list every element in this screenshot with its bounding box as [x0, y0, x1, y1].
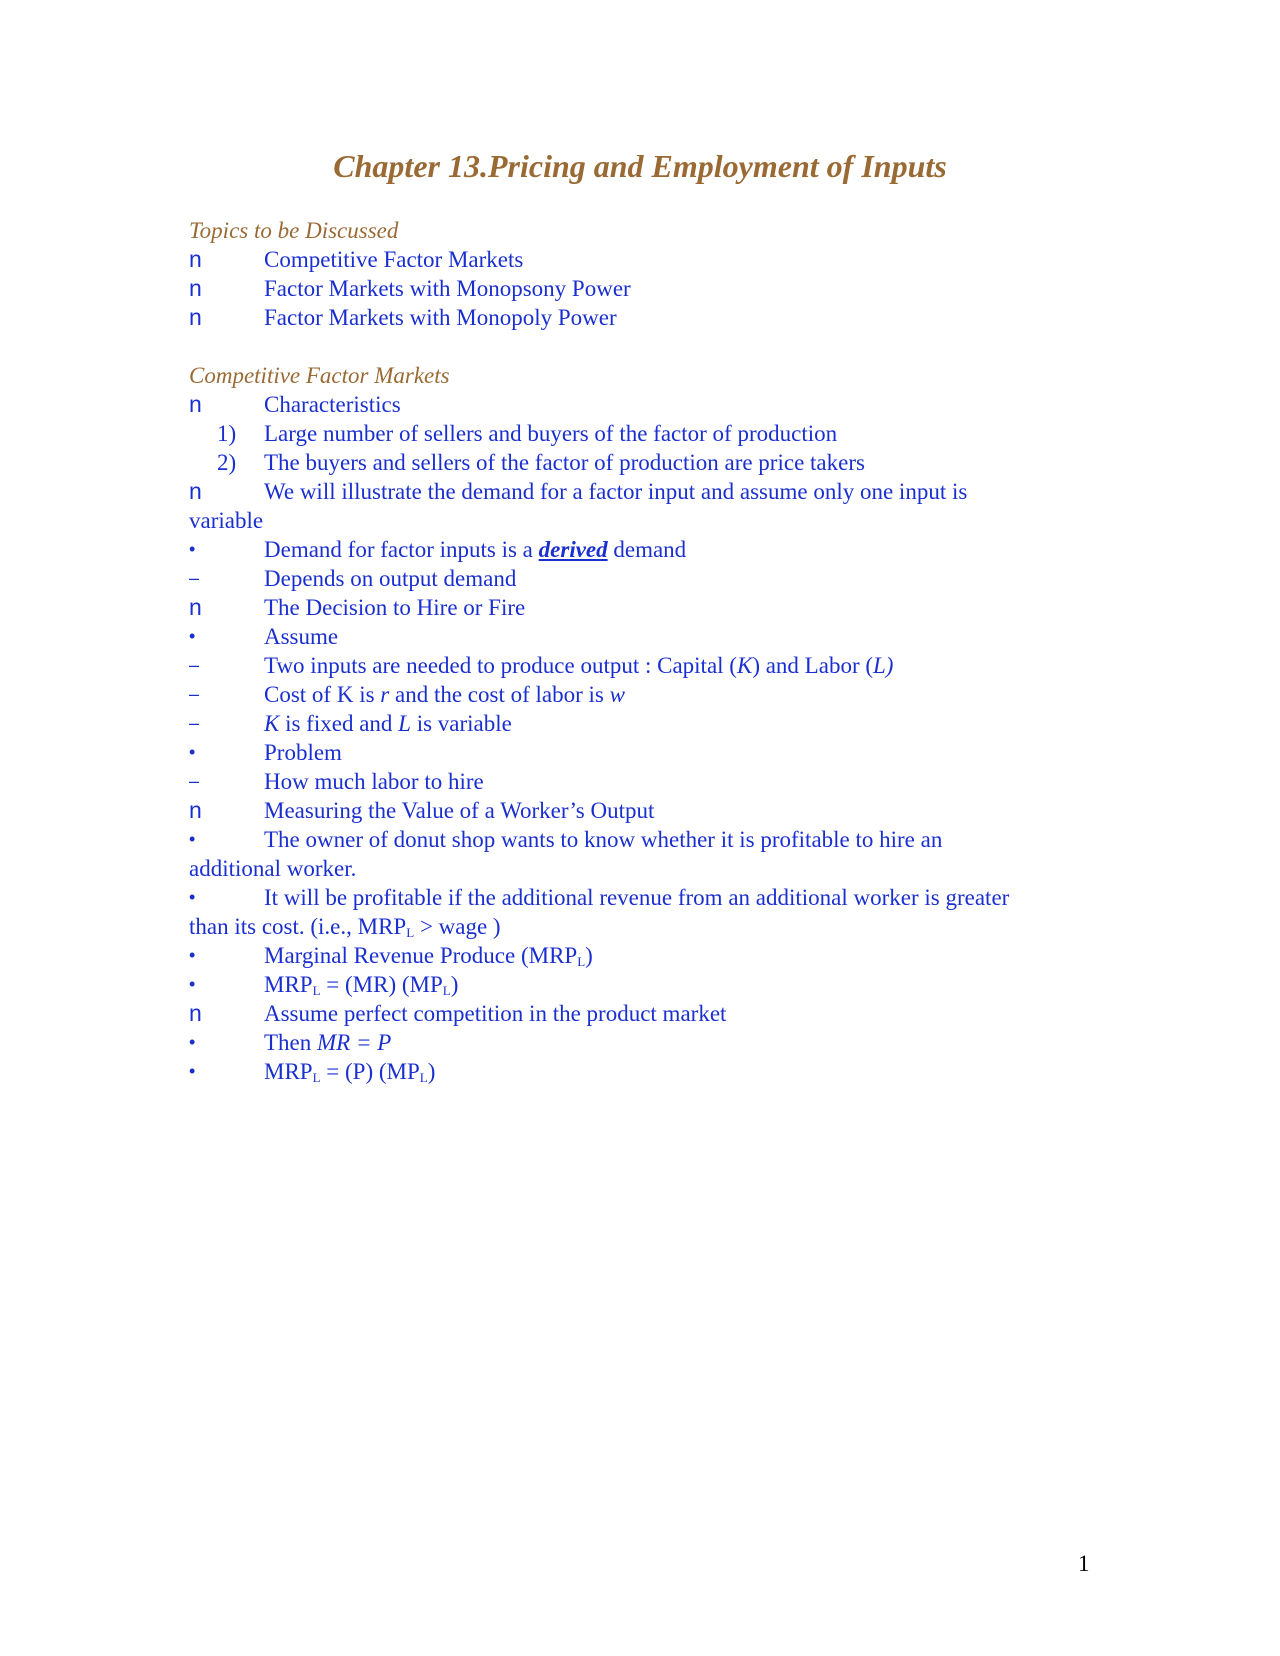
list-item: • The owner of donut shop wants to know whether it is profitable to hire an: [189, 827, 943, 852]
square-bullet-icon: n: [189, 246, 202, 272]
list-item: • $MRP_L = (P)$ $(MP_L)$: [189, 1059, 436, 1085]
list-item: n We will illustrate the demand for a factor input and assume only one input is: [189, 478, 968, 504]
list-item: • Assume: [189, 624, 339, 649]
list-item: n Factor Markets with Monopoly Power: [189, 304, 617, 330]
dot-bullet-icon: •: [189, 742, 196, 762]
dot-bullet-icon: •: [189, 1061, 196, 1081]
square-bullet-icon: n: [189, 594, 202, 620]
list-item: • Then MR = P: [189, 1030, 392, 1055]
dash-bullet-icon: –: [189, 568, 200, 588]
dash-bullet-icon: –: [189, 655, 200, 675]
square-bullet-icon: n: [189, 797, 202, 823]
list-item: n Measuring the Value of a Worker’s Output: [189, 797, 655, 823]
continuation-line: additional worker.: [189, 856, 357, 881]
square-bullet-icon: n: [189, 478, 202, 504]
list-item: n Competitive Factor Markets: [189, 246, 524, 272]
list-item: • $MRP_L = (MR)$ $(MP_L)$: [189, 972, 459, 998]
list-item: n The Decision to Hire or Fire: [189, 594, 526, 620]
continuation-line: than its cost. (i.e., $MRP_L$ > wage ): [189, 914, 501, 940]
page-title: Chapter 13.Pricing and Employment of Inputs: [333, 148, 947, 184]
dot-bullet-icon: •: [189, 974, 196, 994]
derived-emphasis: derived: [538, 537, 608, 562]
dot-bullet-icon: •: [189, 626, 196, 646]
number-marker: 2): [217, 450, 237, 475]
square-bullet-icon: n: [189, 391, 202, 417]
page-number: 1: [1078, 1551, 1090, 1576]
dash-bullet-icon: –: [189, 684, 200, 704]
list-item: n Assume perfect competition in the product market: [189, 1000, 727, 1026]
square-bullet-icon: n: [189, 1000, 202, 1026]
dot-bullet-icon: •: [189, 887, 196, 907]
dash-bullet-icon: –: [189, 713, 200, 733]
list-item: • Problem: [189, 740, 342, 765]
numbered-item: 1) Large number of sellers and buyers of the factor of production: [217, 421, 838, 446]
dot-bullet-icon: •: [189, 945, 196, 965]
list-item: – Two inputs are needed to produce output : Capital (K) and Labor (L): [189, 653, 894, 678]
competitive-heading: Competitive Factor Markets: [189, 363, 450, 388]
dot-bullet-icon: •: [189, 1032, 196, 1052]
numbered-item: 2) The buyers and sellers of the factor of production are price takers: [217, 450, 865, 475]
list-item: n Factor Markets with Monopsony Power: [189, 275, 631, 301]
dot-bullet-icon: •: [189, 539, 196, 559]
list-item: n Characteristics: [189, 391, 401, 417]
list-item: • Marginal Revenue Produce $(MRP_L)$: [189, 943, 593, 969]
number-marker: 1): [217, 421, 237, 446]
list-item: • It will be profitable if the additional revenue from an additional worker is greater: [189, 885, 1010, 910]
document-body: [189, 216, 1089, 1086]
list-item: • Demand for factor inputs is a derived demand: [189, 537, 687, 562]
list-item: – How much labor to hire: [189, 769, 484, 794]
dash-bullet-icon: –: [189, 771, 200, 791]
continuation-line: variable: [189, 508, 264, 533]
topics-heading: Topics to be Discussed: [189, 218, 399, 243]
list-item: – K is fixed and L is variable: [189, 711, 512, 736]
list-item: – Cost of K is r and the cost of labor is w: [189, 682, 625, 707]
list-item: – Depends on output demand: [189, 566, 517, 591]
square-bullet-icon: n: [189, 275, 202, 301]
dot-bullet-icon: •: [189, 829, 196, 849]
square-bullet-icon: n: [189, 304, 202, 330]
